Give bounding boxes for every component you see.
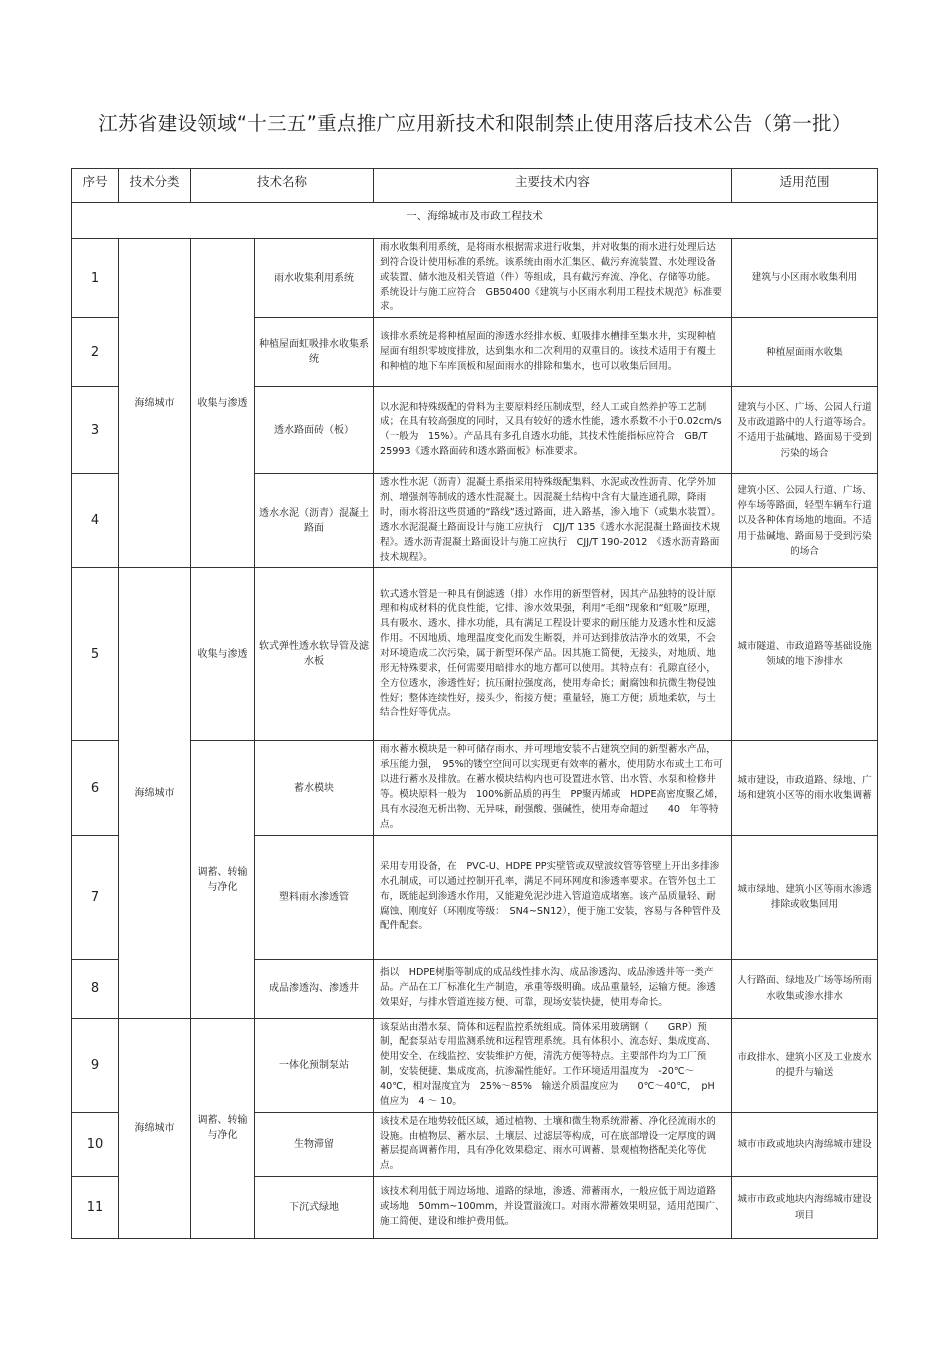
tech-name: 透水路面砖（板） bbox=[255, 387, 374, 474]
row-number: 8 bbox=[72, 959, 119, 1018]
tech-scope: 建筑小区、公园人行道、广场、停车场等路面，轻型车辆车行道以及各种体育场地的地面。不适用于盐碱地、路面易于受到污染的场合 bbox=[732, 474, 878, 568]
tech-scope: 人行路面、绿地及广场等场所雨水收集或渗水排水 bbox=[732, 959, 878, 1018]
tech-scope: 城市建设，市政道路、绿地、广场和建筑小区等的雨水收集调蓄 bbox=[732, 741, 878, 835]
tech-content: 软式透水管是一种具有倒滤透（排）水作用的新型管材，因其产品独特的设计原理和构成材料的优良性能，它排、渗水效果强，利用“毛细”现象和“虹吸”原理，具有吸水、透水、排水功能，具有满足工程设计要求的耐压能力及透水性和反滤作用。不因地质、地理温度变化而发生断裂，并可达到排放洁净水的效果，不会对环境造成二次污染，属于新型环保产品。因其施工简便，无接头，对地质、地形无特殊要求，任何需要用暗排水的地方都可以使用。其特点有：孔隙直径小，全方位透水，渗透性好；抗压耐拉强度高，使用寿命长；耐腐蚀和抗微生物侵蚀性好；整体连续性好，接头少，衔接方便；重量轻，施工方便；质地柔软，与土结合性好等优点。 bbox=[374, 568, 732, 741]
row-number: 7 bbox=[72, 835, 119, 959]
row-number: 10 bbox=[72, 1112, 119, 1176]
section-row bbox=[72, 203, 878, 239]
technology-table bbox=[71, 168, 878, 1239]
header-row bbox=[72, 169, 878, 203]
tech-name: 下沉式绿地 bbox=[255, 1177, 374, 1239]
table-row bbox=[72, 1018, 878, 1112]
tech-name: 塑料雨水渗透管 bbox=[255, 835, 374, 959]
tech-scope: 城市市政或地块内海绵城市建设 bbox=[732, 1112, 878, 1176]
tech-scope: 城市市政或地块内海绵城市建设项目 bbox=[732, 1177, 878, 1239]
header-category: 技术分类 bbox=[119, 169, 191, 203]
tech-scope: 城市绿地、建筑小区等雨水渗透排除或收集回用 bbox=[732, 835, 878, 959]
tech-scope: 建筑与小区雨水收集利用 bbox=[732, 239, 878, 318]
table-row bbox=[72, 239, 878, 318]
tech-content: 该技术是在地势较低区域，通过植物、土壤和微生物系统滞蓄、净化径流雨水的设施。由植物层、蓄水层、土壤层、过滤层等构成，可在底部增设一定厚度的调蓄层提高调蓄作用，具有净化效果稳定、雨水可调蓄、景观植物搭配美化等优点。 bbox=[374, 1112, 732, 1176]
tech-content: 透水性水泥（沥青）混凝土系指采用特殊级配集料、水泥或改性沥青、化学外加剂、增强剂等制成的透水性混凝土。因混凝土结构中含有大量连通孔隙，降雨时，雨水将沿这些贯通的“路线”透过路面，进入路基，渗入地下（或集水装置）。透水水泥混凝土路面设计与施工应执行 CJJ/T 135《透水水泥混凝土路面技术规程》。透水沥青混凝土路面设计与施工应执行 CJJ/T 190-2012 《透水沥青路面技术规程》。 bbox=[374, 474, 732, 568]
tech-scope: 建筑与小区、广场、公园人行道及市政道路中的人行道等场合。不适用于盐碱地、路面易于受到污染的场合 bbox=[732, 387, 878, 474]
category-cell: 海绵城市 bbox=[119, 239, 191, 568]
row-number: 3 bbox=[72, 387, 119, 474]
header-no: 序号 bbox=[72, 169, 119, 203]
row-number: 9 bbox=[72, 1018, 119, 1112]
tech-name: 蓄水模块 bbox=[255, 741, 374, 835]
tech-name: 一体化预制泵站 bbox=[255, 1018, 374, 1112]
tech-name: 生物滞留 bbox=[255, 1112, 374, 1176]
tech-name: 软式弹性透水软导管及滤水板 bbox=[255, 568, 374, 741]
subcategory-cell: 调蓄、转输与净化 bbox=[191, 741, 255, 1018]
tech-content: 以水泥和特殊级配的骨料为主要原料经压制成型，经人工或自然养护等工艺制成；在具有较高强度的同时，又具有较好的透水性能，透水系数不小于0.02cm/s（一般为 15%）。产品具有多孔自透水功能，其技术性能指标应符合 GB/T 25993《透水路面砖和透水路面板》标准要求。 bbox=[374, 387, 732, 474]
section-title: 一、海绵城市及市政工程技术 bbox=[72, 203, 878, 239]
table-row bbox=[72, 741, 878, 835]
category-cell: 海绵城市 bbox=[119, 1018, 191, 1239]
tech-content: 采用专用设备，在 PVC-U、HDPE PP实壁管或双壁波纹管等管壁上开出多排渗水孔制成，可以通过控制开孔率，满足不同环网度和渗透率要求。在管外包土工布，既能起到渗透水作用，又能避免泥沙进入管道造成堵塞。该产品质量轻、耐腐蚀、刚度好（环刚度等级： SN4~SN12），便于施工安装，容易与各种管件及配件配套。 bbox=[374, 835, 732, 959]
row-number: 4 bbox=[72, 474, 119, 568]
row-number: 6 bbox=[72, 741, 119, 835]
tech-name: 种植屋面虹吸排水收集系统 bbox=[255, 318, 374, 387]
tech-content: 该泵站由潜水泵、筒体和远程监控系统组成。筒体采用玻璃钢（ GRP）预制，配套泵站专用监测系统和远程管理系统。具有体积小、流态好、集成度高、使用安全、在线监控、安装维护方便，清洗方便等特点。主要部件均为工厂预制，安装便捷、集成度高，抗渗漏性能好。工作环境适用温度为 -20℃～40℃，相对湿度宜为 25%～85% 输送介质温度应为 0℃～40℃， pH 值应为 4 ～ 10。 bbox=[374, 1018, 732, 1112]
header-scope: 适用范围 bbox=[732, 169, 878, 203]
row-number: 11 bbox=[72, 1177, 119, 1239]
row-number: 1 bbox=[72, 239, 119, 318]
category-cell: 海绵城市 bbox=[119, 568, 191, 1018]
subcategory-cell: 调蓄、转输与净化 bbox=[191, 1018, 255, 1239]
subcategory-cell: 收集与渗透 bbox=[191, 239, 255, 568]
tech-name: 透水水泥（沥青）混凝土路面 bbox=[255, 474, 374, 568]
table-row bbox=[72, 568, 878, 741]
tech-content: 雨水收集利用系统，是将雨水根据需求进行收集，并对收集的雨水进行处理后达到符合设计使用标准的系统。该系统由雨水汇集区、截污弃流装置、水处理设备或装置、储水池及相关管道（件）等组成，具有截污弃流、净化、存储等功能。系统设计与施工应符合 GB50400《建筑与小区雨水利用工程技术规范》标准要求。 bbox=[374, 239, 732, 318]
header-name: 技术名称 bbox=[191, 169, 374, 203]
header-content: 主要技术内容 bbox=[374, 169, 732, 203]
tech-name: 成品渗透沟、渗透井 bbox=[255, 959, 374, 1018]
tech-content: 该排水系统是将种植屋面的渗透水经排水板、虹吸排水槽排至集水井，实现种植屋面有组织零坡度排放，达到集水和二次利用的双重目的。该技术适用于有覆土和种植的地下车库顶板和屋面雨水的排除和集水，也可以收集后回用。 bbox=[374, 318, 732, 387]
page-title: 江苏省建设领域“十三五”重点推广应用新技术和限制禁止使用落后技术公告（第一批） bbox=[98, 112, 852, 135]
row-number: 2 bbox=[72, 318, 119, 387]
tech-scope: 市政排水、建筑小区及工业废水的提升与输送 bbox=[732, 1018, 878, 1112]
tech-content: 指以 HDPE树脂等制成的成品线性排水沟、成品渗透沟、成品渗透井等一类产品。产品在工厂标准化生产制造，承重等级明确。成品重量轻，运输方便。渗透效果好，与排水管道连接方便、可靠，现场安装快捷，使用寿命长。 bbox=[374, 959, 732, 1018]
tech-scope: 种植屋面雨水收集 bbox=[732, 318, 878, 387]
tech-content: 该技术利用低于周边场地、道路的绿地，渗透、滞蓄雨水，一般应低于周边道路或场地 50mm~100mm，并设置溢流口。对雨水滞蓄效果明显，适用范围广、施工简便、建设和维护费用低。 bbox=[374, 1177, 732, 1239]
subcategory-cell: 收集与渗透 bbox=[191, 568, 255, 741]
tech-name: 雨水收集利用系统 bbox=[255, 239, 374, 318]
row-number: 5 bbox=[72, 568, 119, 741]
tech-scope: 城市隧道、市政道路等基础设施领域的地下渗排水 bbox=[732, 568, 878, 741]
tech-content: 雨水蓄水模块是一种可储存雨水、并可埋地安装不占建筑空间的新型蓄水产品，承压能力强， 95%的镂空空间可以实现更有效率的蓄水，使用防水布或土工布可以进行蓄水及排放。在蓄水模块结构内也可设置进水管、出水管、水泵和检修井等。模块原料一般为 100%新品质的再生 PP聚丙烯或 HDPE高密度聚乙烯，具有水浸泡无析出物、无异味，耐强酸、强碱性，使用寿命超过 40 年等特点。 bbox=[374, 741, 732, 835]
